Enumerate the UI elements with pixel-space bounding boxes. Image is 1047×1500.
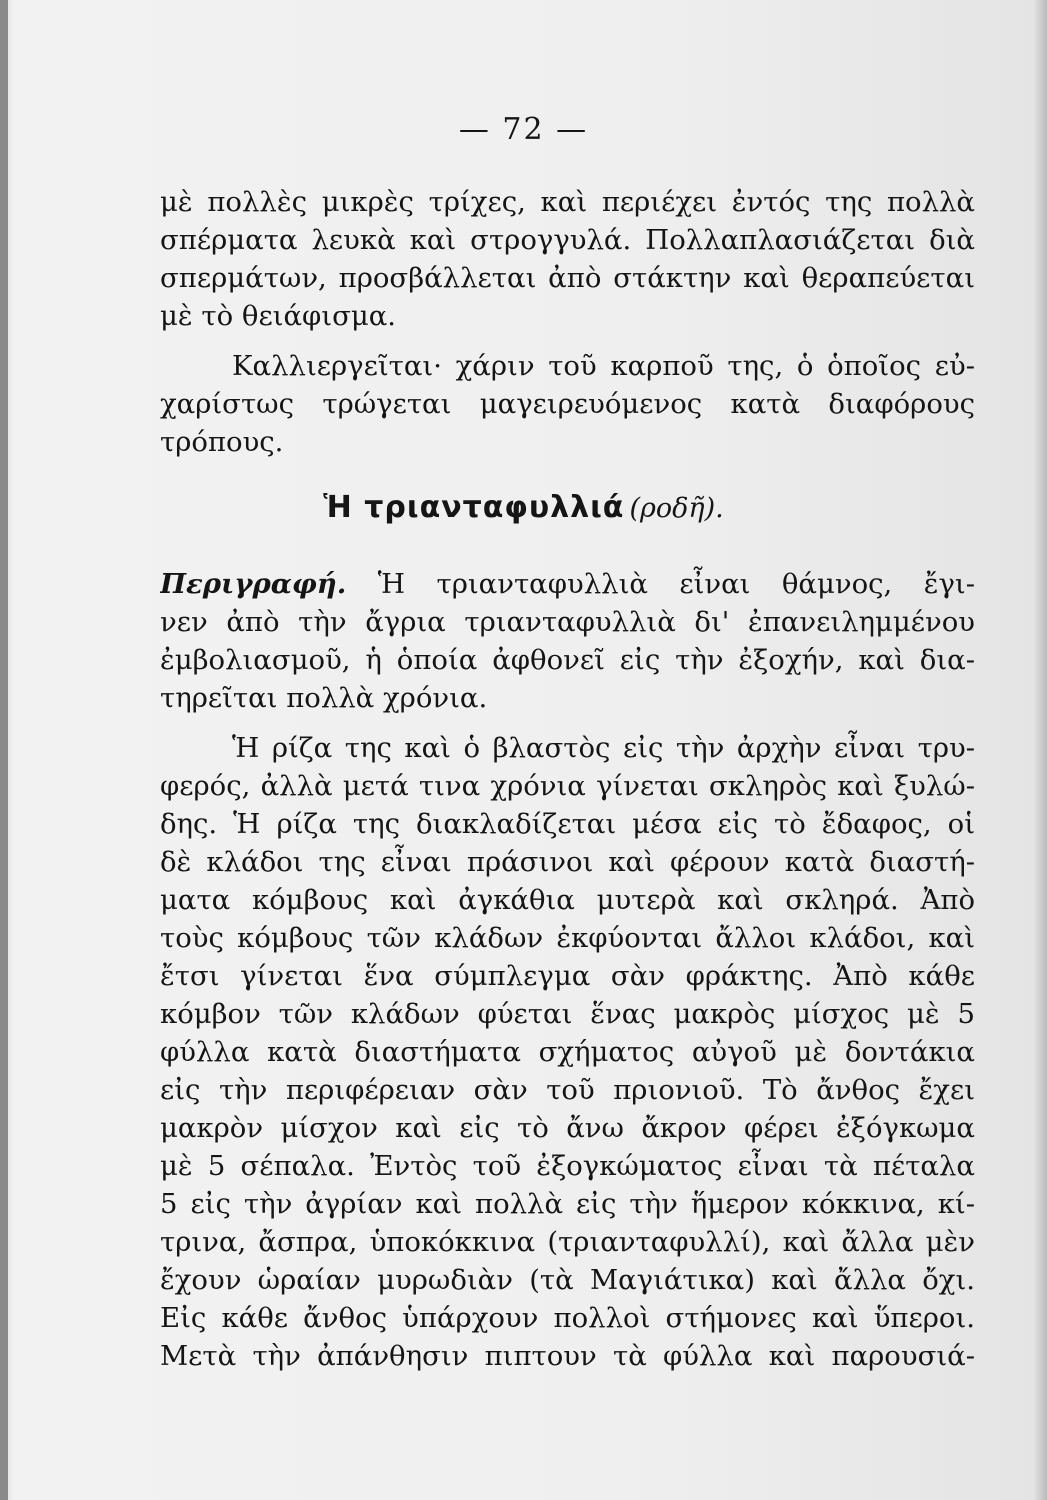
text-line: Μετὰ τὴν ἀπάνθησιν πιπτουν τὰ φύλλα καὶ παρουσιά-	[160, 1340, 975, 1372]
text-line: μὲ τὸ θειάφισμα.	[160, 300, 397, 332]
text-line: ἔχουν ὡραίαν μυρωδιὰν (τὰ Μαγιάτικα) καὶ ἄλλα ὄχι.	[160, 1264, 975, 1296]
heading-subtitle: (ροδῆ).	[629, 493, 724, 524]
text-line: ματα κόμβους καὶ ἀγκάθια μυτερὰ καὶ σκληρά. Ἀπὸ	[160, 884, 975, 916]
text-line: κόμβον τῶν κλάδων φύεται ἕνας μακρὸς μίσχος μὲ 5	[160, 998, 975, 1030]
text-line: χαρίστως τρώγεται μαγειρευόμενος κατὰ διαφόρους	[160, 388, 975, 420]
text-line: σπέρματα λευκὰ καὶ στρογγυλά. Πολλαπλασιάζεται διὰ	[160, 224, 975, 256]
text-line: μακρὸν μίσχον καὶ εἰς τὸ ἄνω ἄκρον φέρει ἐξόγκωμα	[160, 1112, 975, 1144]
text-line: ἔτσι γίνεται ἕνα σύμπλεγμα σὰν φράκτης. Ἀπὸ κάθε	[160, 960, 975, 992]
text-line: Εἰς κάθε ἄνθος ὑπάρχουν πολλοὶ στήμονες καὶ ὕπεροι.	[160, 1302, 975, 1334]
text-line: Καλλιεργεῖται· χάριν τοῦ καρποῦ της, ὁ ὁποῖος εὐ-	[232, 350, 975, 382]
heading-title: Ἡ τριανταφυλλιά	[323, 490, 625, 525]
text-line: δὲ κλάδοι της εἶναι πράσινοι καὶ φέρουν κατὰ διαστή-	[160, 846, 975, 878]
page-spine-shadow	[0, 0, 8, 1500]
description-text: Ἡ τριανταφυλλιὰ εἶναι θάμνος, ἔγι-	[377, 568, 975, 600]
page-edge	[1033, 0, 1047, 1500]
text-line: μὲ πολλὲς μικρὲς τρίχες, καὶ περιέχει ἐντός της πολλὰ	[160, 186, 975, 218]
text-line: δης. Ἡ ρίζα της διακλαδίζεται μέσα εἰς τὸ ἔδαφος, οἱ	[160, 808, 975, 840]
description-first-line	[160, 564, 975, 604]
section-heading	[0, 490, 1047, 525]
text-line: σπερμάτων, προσβάλλεται ἀπὸ στάκτην καὶ θεραπεύεται	[160, 262, 975, 294]
page-number: — 72 —	[458, 112, 589, 147]
description-label: Περιγραφή.	[160, 568, 347, 600]
text-line: τρινα, ἄσπρα, ὑποκόκκινα (τριανταφυλλί), καὶ ἄλλα μὲν	[160, 1226, 975, 1258]
text-line: νεν ἀπὸ τὴν ἄγρια τριανταφυλλιὰ δι' ἐπανειλημμένου	[160, 606, 975, 638]
text-line: τηρεῖται πολλὰ χρόνια.	[160, 682, 488, 714]
text-line: φύλλα κατὰ διαστήματα σχήματος αὐγοῦ μὲ δοντάκια	[160, 1036, 975, 1068]
text-line: ἐμβολιασμοῦ, ἡ ὁποία ἀφθονεῖ εἰς τὴν ἐξοχήν, καὶ δια-	[160, 644, 975, 676]
text-line: Ἡ ρίζα της καὶ ὁ βλαστὸς εἰς τὴν ἀρχὴν εἶναι τρυ-	[232, 732, 975, 764]
text-line: φερός, ἀλλὰ μετά τινα χρόνια γίνεται σκληρὸς καὶ ξυλώ-	[160, 770, 975, 802]
text-line: εἰς τὴν περιφέρειαν σὰν τοῦ πριονιοῦ. Τὸ ἄνθος ἔχει	[160, 1074, 975, 1106]
text-line: 5 εἰς τὴν ἀγρίαν καὶ πολλὰ εἰς τὴν ἥμερον κόκκινα, κί-	[160, 1188, 975, 1220]
text-line: τρόπους.	[160, 426, 284, 458]
text-line: τοὺς κόμβους τῶν κλάδων ἐκφύονται ἄλλοι κλάδοι, καὶ	[160, 922, 975, 954]
text-line: μὲ 5 σέπαλα. Ἐντὸς τοῦ ἐξογκώματος εἶναι τὰ πέταλα	[160, 1150, 975, 1182]
